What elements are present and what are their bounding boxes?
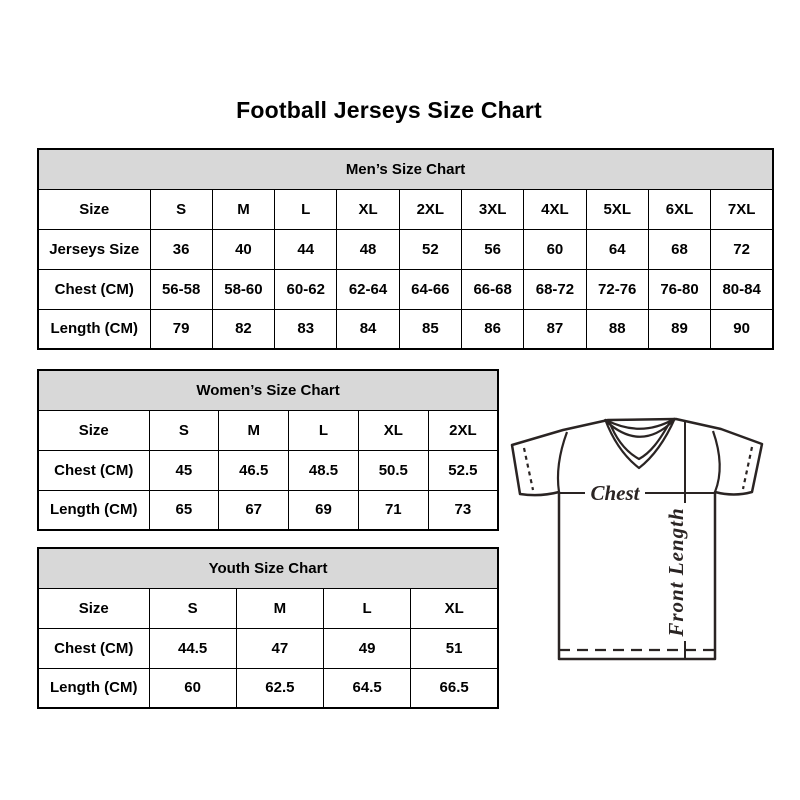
table-row bbox=[38, 229, 773, 269]
value-cell: 79 bbox=[150, 309, 212, 349]
value-cell: 36 bbox=[150, 229, 212, 269]
row-label-cell: Jerseys Size bbox=[38, 229, 150, 269]
value-cell: 7XL bbox=[711, 189, 773, 229]
row-label-cell: Chest (CM) bbox=[38, 628, 149, 668]
value-cell: 72-76 bbox=[586, 269, 648, 309]
page-title: Football Jerseys Size Chart bbox=[236, 97, 542, 123]
value-cell: 66-68 bbox=[461, 269, 523, 309]
table-row bbox=[38, 668, 498, 708]
value-cell: S bbox=[149, 410, 219, 450]
table-header-band: Youth Size Chart bbox=[38, 548, 498, 588]
value-cell: 47 bbox=[236, 628, 323, 668]
value-cell: 6XL bbox=[648, 189, 710, 229]
row-label-cell: Chest (CM) bbox=[38, 269, 150, 309]
youth-size-table bbox=[37, 547, 499, 709]
table-header-row bbox=[38, 548, 498, 588]
table-row bbox=[38, 628, 498, 668]
value-cell: 90 bbox=[711, 309, 773, 349]
value-cell: 83 bbox=[275, 309, 337, 349]
value-cell: L bbox=[289, 410, 359, 450]
value-cell: 62.5 bbox=[236, 668, 323, 708]
value-cell: 64.5 bbox=[324, 668, 411, 708]
table-row bbox=[38, 309, 773, 349]
table-header-row bbox=[38, 370, 498, 410]
value-cell: S bbox=[150, 189, 212, 229]
value-cell: 89 bbox=[648, 309, 710, 349]
value-cell: 64-66 bbox=[399, 269, 461, 309]
table-row bbox=[38, 189, 773, 229]
value-cell: 87 bbox=[524, 309, 586, 349]
value-cell: 52 bbox=[399, 229, 461, 269]
table-row bbox=[38, 269, 773, 309]
value-cell: 40 bbox=[212, 229, 274, 269]
value-cell: 82 bbox=[212, 309, 274, 349]
value-cell: 84 bbox=[337, 309, 399, 349]
row-label-cell: Chest (CM) bbox=[38, 450, 149, 490]
row-label-cell: Length (CM) bbox=[38, 490, 149, 530]
value-cell: 69 bbox=[289, 490, 359, 530]
value-cell: 60 bbox=[524, 229, 586, 269]
value-cell: 4XL bbox=[524, 189, 586, 229]
row-label-cell: Size bbox=[38, 189, 150, 229]
value-cell: 51 bbox=[411, 628, 498, 668]
row-label-cell: Length (CM) bbox=[38, 668, 149, 708]
value-cell: 45 bbox=[149, 450, 219, 490]
value-cell: XL bbox=[337, 189, 399, 229]
value-cell: 49 bbox=[324, 628, 411, 668]
value-cell: 56-58 bbox=[150, 269, 212, 309]
value-cell: 60 bbox=[149, 668, 236, 708]
value-cell: XL bbox=[358, 410, 428, 450]
womens-size-table bbox=[37, 369, 499, 531]
value-cell: 88 bbox=[586, 309, 648, 349]
value-cell: 64 bbox=[586, 229, 648, 269]
value-cell: L bbox=[275, 189, 337, 229]
value-cell: M bbox=[219, 410, 289, 450]
table-row bbox=[38, 588, 498, 628]
value-cell: S bbox=[149, 588, 236, 628]
value-cell: 68-72 bbox=[524, 269, 586, 309]
value-cell: 52.5 bbox=[428, 450, 498, 490]
jersey-diagram bbox=[495, 393, 785, 683]
value-cell: 66.5 bbox=[411, 668, 498, 708]
value-cell: 76-80 bbox=[648, 269, 710, 309]
table-header-row bbox=[38, 149, 773, 189]
value-cell: 62-64 bbox=[337, 269, 399, 309]
jersey-outline bbox=[512, 419, 762, 659]
value-cell: 72 bbox=[711, 229, 773, 269]
table-row bbox=[38, 410, 498, 450]
value-cell: 44.5 bbox=[149, 628, 236, 668]
value-cell: 71 bbox=[358, 490, 428, 530]
value-cell: 67 bbox=[219, 490, 289, 530]
value-cell: XL bbox=[411, 588, 498, 628]
row-label-cell: Size bbox=[38, 410, 149, 450]
value-cell: 86 bbox=[461, 309, 523, 349]
table-row bbox=[38, 450, 498, 490]
front-length-label: Front Length bbox=[664, 507, 688, 637]
value-cell: 2XL bbox=[399, 189, 461, 229]
table-row bbox=[38, 490, 498, 530]
value-cell: 73 bbox=[428, 490, 498, 530]
value-cell: 58-60 bbox=[212, 269, 274, 309]
mens-size-table bbox=[37, 148, 774, 350]
table-header-band: Women’s Size Chart bbox=[38, 370, 498, 410]
value-cell: 2XL bbox=[428, 410, 498, 450]
value-cell: 85 bbox=[399, 309, 461, 349]
value-cell: 44 bbox=[275, 229, 337, 269]
chest-label: Chest bbox=[590, 481, 640, 505]
value-cell: L bbox=[324, 588, 411, 628]
value-cell: 46.5 bbox=[219, 450, 289, 490]
value-cell: 56 bbox=[461, 229, 523, 269]
value-cell: 65 bbox=[149, 490, 219, 530]
value-cell: 48 bbox=[337, 229, 399, 269]
value-cell: 68 bbox=[648, 229, 710, 269]
value-cell: 80-84 bbox=[711, 269, 773, 309]
value-cell: 60-62 bbox=[275, 269, 337, 309]
value-cell: 3XL bbox=[461, 189, 523, 229]
table-header-band: Men’s Size Chart bbox=[38, 149, 773, 189]
row-label-cell: Size bbox=[38, 588, 149, 628]
row-label-cell: Length (CM) bbox=[38, 309, 150, 349]
value-cell: 50.5 bbox=[358, 450, 428, 490]
value-cell: 5XL bbox=[586, 189, 648, 229]
value-cell: M bbox=[236, 588, 323, 628]
value-cell: 48.5 bbox=[289, 450, 359, 490]
value-cell: M bbox=[212, 189, 274, 229]
